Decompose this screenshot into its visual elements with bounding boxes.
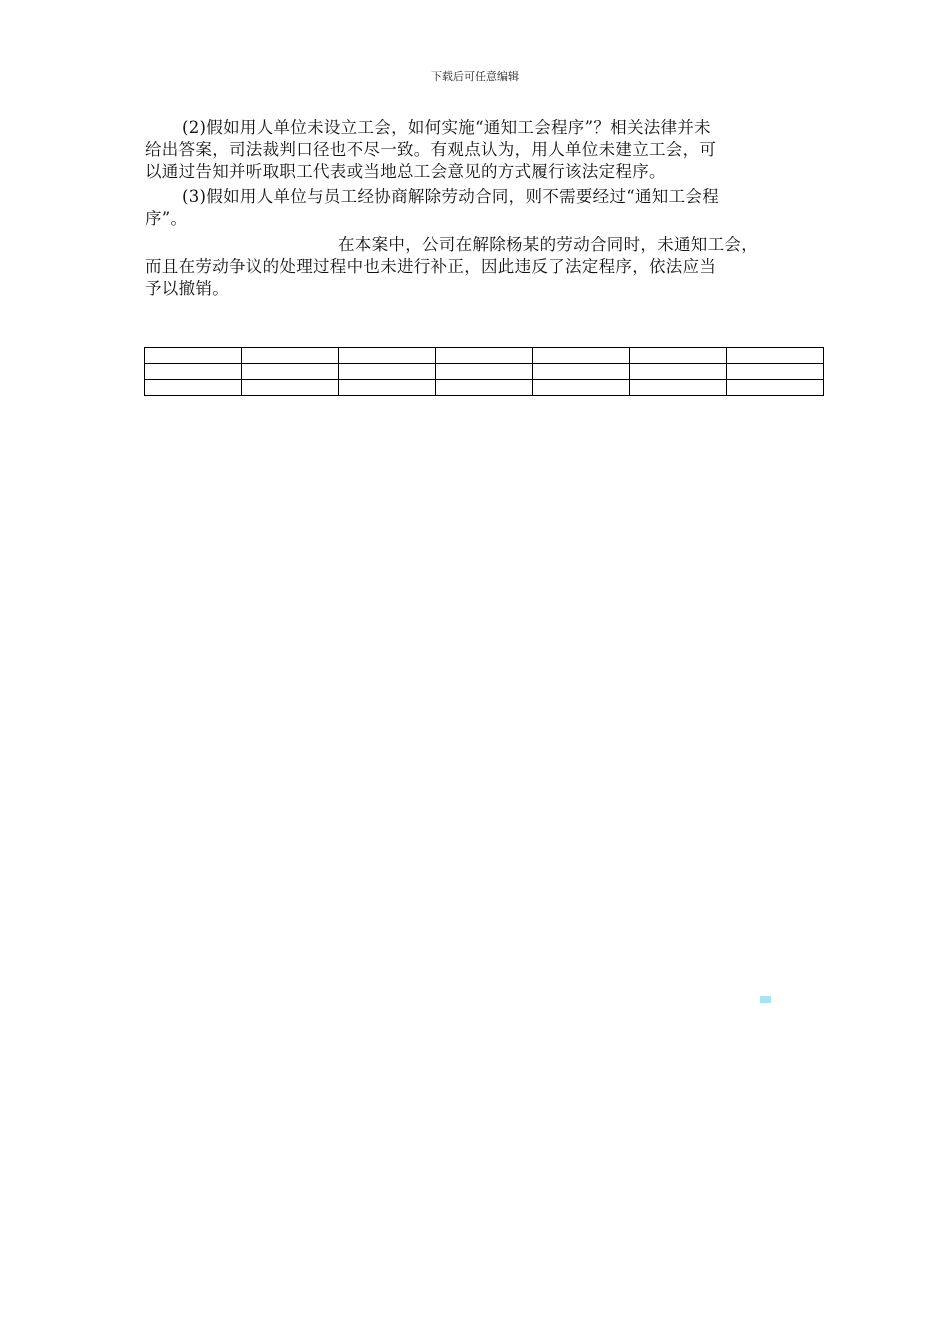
table-cell (533, 348, 630, 364)
paragraph-line: 序”。 (145, 209, 188, 228)
paragraph-line: (3)假如用人单位与员工经协商解除劳动合同，则不需要经过“通知工会程 (182, 187, 720, 206)
table-cell (630, 348, 727, 364)
table-cell (436, 348, 533, 364)
table-cell (145, 348, 242, 364)
table-cell (339, 348, 436, 364)
paragraph-line: 予以撤销。 (145, 279, 229, 298)
table-cell (630, 364, 727, 380)
table-cell (242, 348, 339, 364)
paragraph-no-union (145, 117, 810, 183)
table-cell (727, 348, 824, 364)
table-cell (533, 380, 630, 396)
table-cell (145, 364, 242, 380)
paragraph-case-conclusion (145, 234, 810, 300)
table-cell (727, 364, 824, 380)
paragraph-negotiated-termination (145, 186, 810, 230)
table-cell (533, 364, 630, 380)
paragraph-line: (2)假如用人单位未设立工会，如何实施“通知工会程序”？相关法律并未 (182, 118, 711, 137)
table-cell (436, 364, 533, 380)
paragraph-line: 以通过告知并听取职工代表或当地总工会意见的方式履行该法定程序。 (145, 162, 666, 181)
table-cell (242, 380, 339, 396)
table-cell (727, 380, 824, 396)
table-cell (339, 364, 436, 380)
paragraph-line: 而且在劳动争议的处理过程中也未进行补正，因此违反了法定程序，依法应当 (145, 257, 717, 276)
cyan-marker (760, 996, 771, 1003)
table-cell (242, 364, 339, 380)
table-cell (630, 380, 727, 396)
paragraph-line: 在本案中，公司在解除杨某的劳动合同时，未通知工会， (338, 235, 758, 254)
table-cell (145, 380, 242, 396)
table-row (145, 364, 824, 380)
table-cell (339, 380, 436, 396)
paragraph-line: 给出答案，司法裁判口径也不尽一致。有观点认为，用人单位未建立工会，可 (145, 140, 717, 159)
table-row (145, 348, 824, 364)
table-row (145, 380, 824, 396)
page-header: 下载后可任意编辑 (431, 70, 519, 83)
table-cell (436, 380, 533, 396)
empty-grid-table (144, 347, 824, 396)
